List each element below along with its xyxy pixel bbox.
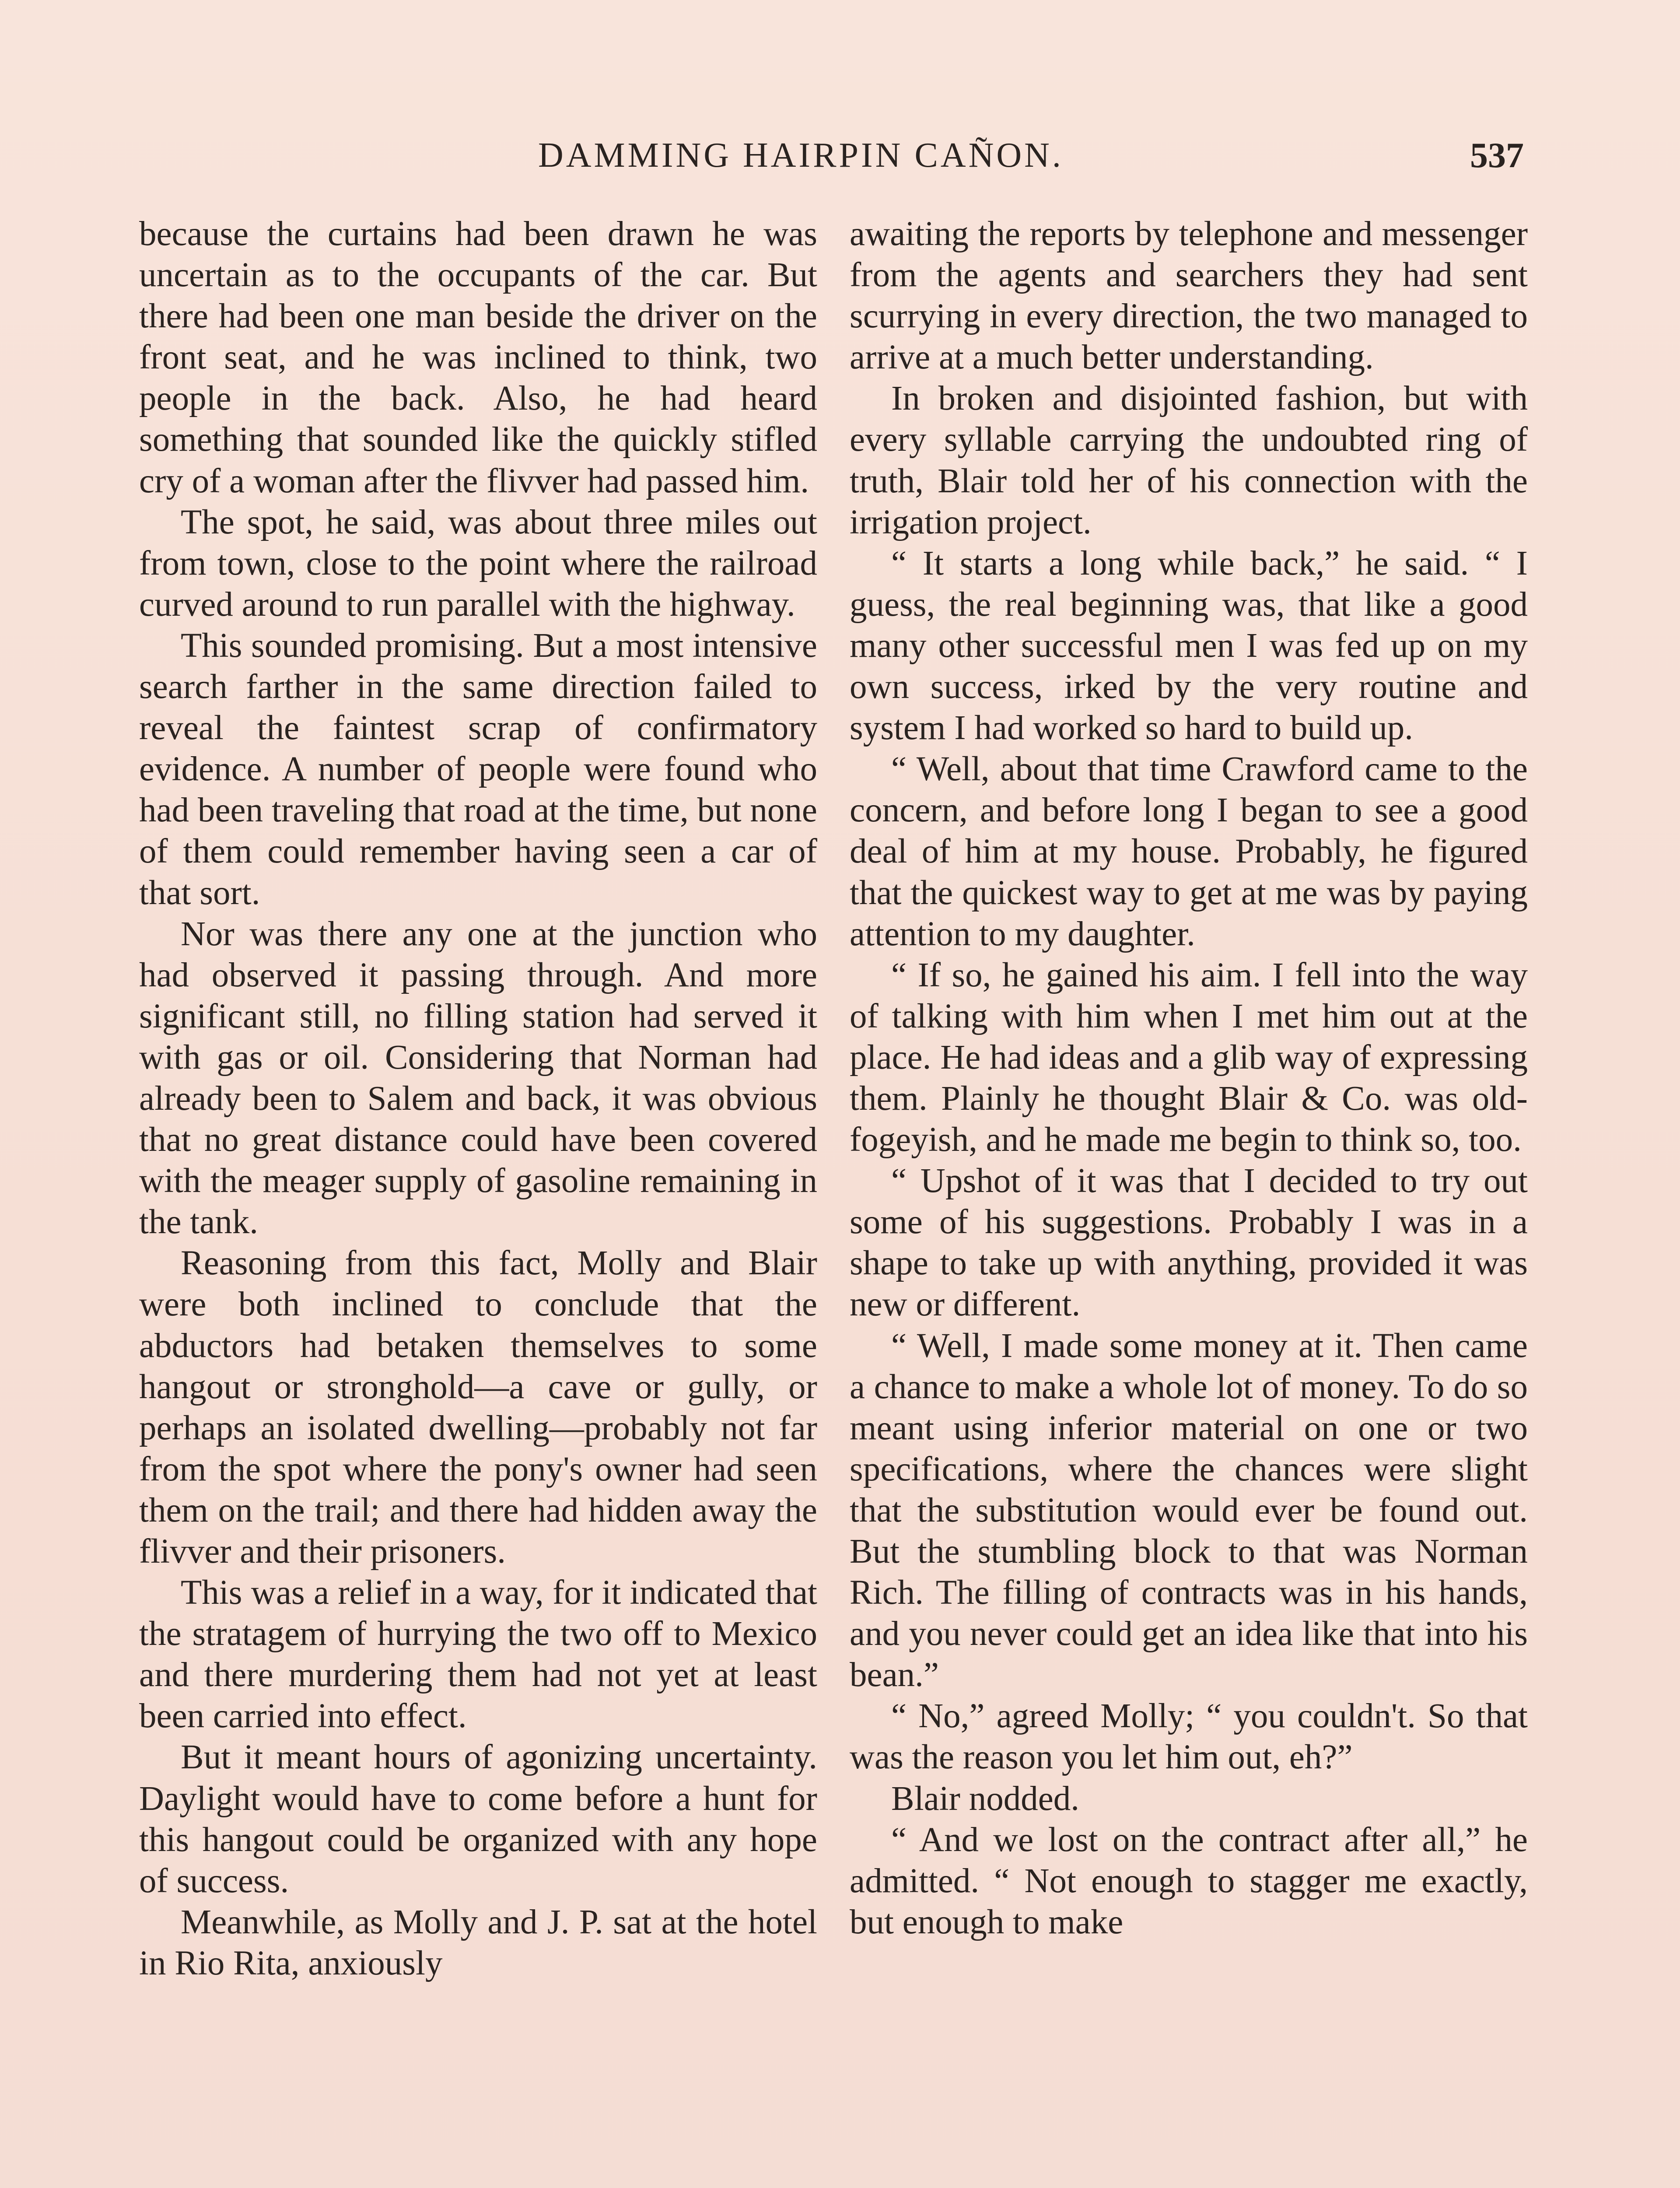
paragraph: “ It starts a long while back,” he said. “ I guess, the real beginning was, that like a good many other successful men I was fed up on my own success, irked by the very routine and system I had worked so hard to build up. (850, 544, 1528, 747)
paragraph: This was a relief in a way, for it indicated that the stratagem of hurrying the two off to Mexico and there murdering them had not yet at least been carried into effect. (139, 1574, 817, 1736)
left-column (139, 214, 817, 1984)
page-number: 537 (1470, 135, 1524, 175)
paragraph: The spot, he said, was about three miles out from town, close to the point where the railroad curved around to run parallel with the highway. (139, 503, 817, 624)
paragraph: “ Well, I made some money at it. Then came a chance to make a whole lot of money. To do so meant using inferior material on one or two specifications, where the chances were slight that the substitution would ever be found out. But the stumbling block to that was Norman Rich. The filling of contracts was in his hands, and you never could get an idea like that into his bean.” (850, 1326, 1528, 1694)
running-header (0, 131, 1680, 179)
paragraph: Blair nodded. (891, 1779, 1080, 1818)
paragraph: This sounded promising. But a most intensive search farther in the same direction failed to reveal the faintest scrap of confirmatory evidence. A number of people were found who had been traveling that road at the time, but none of them could remember having seen a car of that sort. (139, 626, 817, 912)
paragraph: “ No,” agreed Molly; “ you couldn't. So that was the reason you let him out, eh?” (850, 1697, 1528, 1777)
right-column (850, 214, 1528, 1943)
paragraph: awaiting the reports by telephone and messenger from the agents and searchers they had sent scurrying in every direction, the two managed to arrive at a much better understanding. (850, 215, 1528, 377)
paragraph: “ Well, about that time Crawford came to the concern, and before long I began to see a good deal of him at my house. Probably, he figured that the quickest way to get at me was by paying attention to my daughter. (850, 750, 1528, 953)
paragraph: Nor was there any one at the junction who had observed it passing through. And more significant still, no filling station had served it with gas or oil. Considering that Norman had already been to Salem and back, it was obvious that no great distance could have been covered with the meager supply of gasoline remaining in the tank. (139, 915, 817, 1241)
paragraph: “ Upshot of it was that I decided to try out some of his suggestions. Probably I was in a shape to take up with anything, provided it was new or different. (850, 1162, 1528, 1324)
paragraph: But it meant hours of agonizing uncertainty. Daylight would have to come before a hunt for this hangout could be organized with any hope of success. (139, 1738, 817, 1900)
paragraph: “ And we lost on the contract after all,” he admitted. “ Not enough to stagger me exactly, but enough to make (850, 1820, 1528, 1941)
paragraph: because the curtains had been drawn he was uncertain as to the occupants of the car. But there had been one man beside the driver on the front seat, and he was inclined to think, two people in the back. Also, he had heard something that sounded like the quickly stifled cry of a woman after the flivver had passed him. (139, 215, 817, 500)
chapter-title: DAMMING HAIRPIN CAÑON. (538, 136, 1064, 175)
paragraph: Reasoning from this fact, Molly and Blair were both inclined to conclude that the abductors had betaken themselves to some hangout or stronghold—a cave or gully, or perhaps an isolated dwelling—probably not far from the spot where the pony's owner had seen them on the trail; and there had hidden away the flivver and their prisoners. (139, 1244, 817, 1571)
paragraph: In broken and disjointed fashion, but with every syllable carrying the undoubted ring of truth, Blair told her of his connection with the irrigation project. (850, 379, 1528, 541)
paragraph: “ If so, he gained his aim. I fell into the way of talking with him when I met him out at the place. He had ideas and a glib way of expressing them. Plainly he thought Blair & Co. was old-fogeyish, and he made me begin to think so, too. (850, 956, 1528, 1159)
paragraph: Meanwhile, as Molly and J. P. sat at the hotel in Rio Rita, anxiously (139, 1903, 817, 1982)
